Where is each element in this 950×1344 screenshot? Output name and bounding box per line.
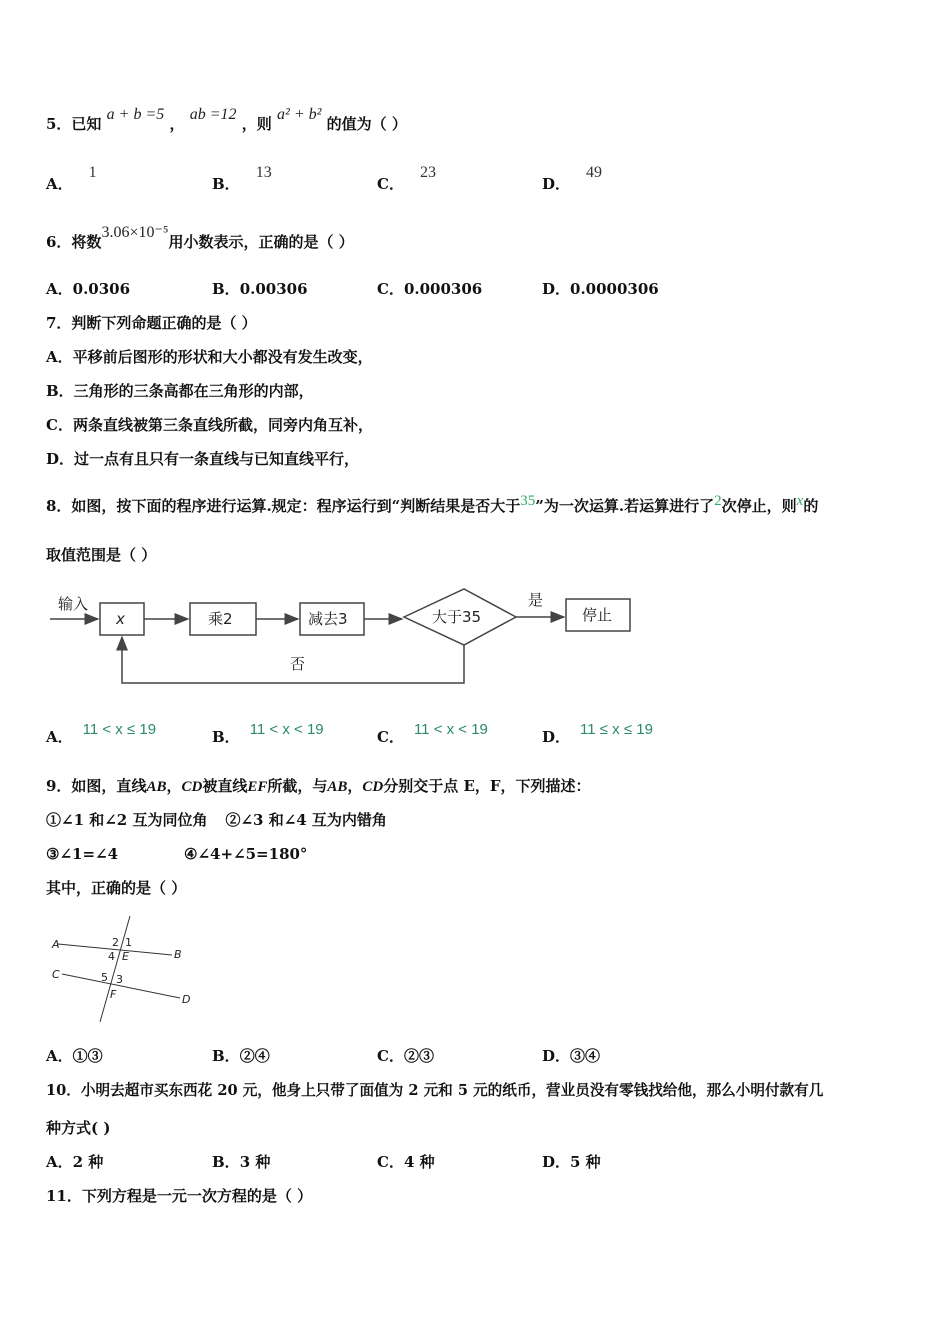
q6-prefix: 6．将数 [46, 233, 102, 251]
q6-option-d: D．0.0000306 [542, 280, 659, 298]
q5-option-a: A．1 [46, 164, 97, 193]
fig-label-a: A [52, 938, 60, 951]
q9-line-3 [46, 844, 307, 864]
fig-label-c: C [52, 968, 60, 981]
fig-angle-3: 3 [116, 973, 123, 986]
q8-s1: 8．如图，按下面的程序进行运算.规定：程序运行到“判断结果是否大于 [46, 497, 521, 515]
q6-suffix: 用小数表示，正确的是（ ） [168, 233, 354, 251]
q10-option-d: D．5 种 [542, 1153, 601, 1171]
q9-option-b: B．②④ [212, 1047, 270, 1065]
q10-stem-2: 种方式( ) [46, 1119, 111, 1137]
q9-line-4: 其中，正确的是（ ） [46, 879, 187, 897]
fig-angle-5: 5 [101, 971, 108, 984]
q6-option-b: B．0.00306 [212, 280, 308, 298]
q8-s2: ”为一次运算.若运算进行了 [535, 497, 715, 515]
q5-stem [46, 106, 407, 135]
flow-box-sub-label: 减去3 [308, 610, 348, 628]
flow-box-x-label: x [116, 610, 125, 628]
q11-stem: 11．下列方程是一元一次方程的是（ ） [46, 1187, 313, 1205]
fig-label-d: D [182, 993, 191, 1006]
fig-label-f: F [110, 988, 117, 1001]
q7-option-b: B．三角形的三条高都在三角形的内部， [46, 382, 314, 400]
q5-math-sum: a + b =5 [106, 106, 165, 123]
q5-prefix: 5．已知 [46, 115, 102, 133]
q8-option-a: A． 11 < x ≤ 19 [46, 721, 157, 746]
q7-stem: 7．判断下列命题正确的是（ ） [46, 314, 257, 332]
q8-s4: 的 [803, 497, 819, 515]
q5-suffix: 的值为（ ） [326, 115, 407, 133]
q9-statement-1: ①∠1 和∠2 互为同位角 [46, 811, 208, 829]
q9-statement-3: ③∠1=∠4 [46, 845, 119, 863]
q5-math-product: ab =12 [189, 106, 237, 123]
q8-option-b: B． 11 < x < 19 [212, 721, 324, 746]
q9-statement-2: ②∠3 和∠4 互为内错角 [225, 811, 387, 829]
flow-box-stop-label: 停止 [582, 606, 613, 624]
flow-input-label: 输入 [58, 595, 89, 613]
q9-figure [46, 912, 206, 1028]
q6-option-a: A．0.0306 [46, 280, 131, 298]
q8-flowchart [46, 585, 646, 695]
q5-option-d: D．49 [542, 164, 603, 193]
q5-sep: ， [169, 115, 185, 133]
q6-number: 3.06×10⁻⁵ [101, 224, 169, 241]
flow-no-label: 否 [290, 655, 306, 673]
q8-option-d: D． 11 ≤ x ≤ 19 [542, 721, 653, 746]
q8-s3: 次停止，则 [721, 497, 797, 515]
fig-angle-2: 2 [112, 936, 119, 949]
q9-option-d: D．③④ [542, 1047, 601, 1065]
fig-label-e: E [122, 950, 129, 963]
flow-box-mul-label: 乘2 [208, 610, 233, 628]
q10-option-c: C．4 种 [377, 1153, 435, 1171]
q7-option-a: A．平移前后图形的形状和大小都没有发生改变， [46, 348, 373, 366]
q5-math-squares: a² + b² [277, 106, 322, 123]
q10-stem-1: 10．小明去超市买东西花 20 元，他身上只带了面值为 2 元和 5 元的纸币，营业员没有零钱找给他，那么小明付款有几 [46, 1082, 824, 1099]
fig-angle-1: 1 [125, 936, 132, 949]
q5-option-b: B．13 [212, 164, 272, 193]
q7-option-c: C．两条直线被第三条直线所截，同旁内角互补， [46, 416, 373, 434]
fig-label-b: B [174, 948, 182, 961]
flow-yes-label: 是 [528, 591, 544, 609]
q7-option-d: D．过一点有且只有一条直线与已知直线平行， [46, 450, 360, 468]
q8-stem-2: 取值范围是（ ） [46, 546, 157, 564]
fig-angle-4: 4 [108, 950, 115, 963]
q10-option-a: A．2 种 [46, 1153, 104, 1171]
q9-option-a: A．①③ [46, 1047, 103, 1065]
q8-option-c: C． 11 < x < 19 [377, 721, 488, 746]
q5-option-c: C．23 [377, 164, 436, 193]
q8-n2: 2 [714, 493, 722, 509]
fig-line-ef [100, 916, 130, 1022]
q9-option-c: C．②③ [377, 1047, 434, 1065]
q6-option-c: C．0.000306 [377, 280, 483, 298]
q8-x: x [796, 493, 804, 509]
q10-option-b: B．3 种 [212, 1153, 271, 1171]
q9-stem: 9．如图，直线AB，CD被直线EF所截，与AB，CD分别交于点 E，F，下列描述： [46, 777, 591, 795]
q8-n35: 35 [520, 493, 536, 509]
q9-statement-4: ④∠4+∠5=180° [184, 845, 308, 863]
flow-diamond-label: 大于35 [432, 608, 482, 626]
q8-stem [46, 493, 819, 517]
q9-line-2 [46, 810, 387, 830]
q6-stem [46, 224, 354, 253]
q5-mid: ，则 [241, 115, 272, 133]
